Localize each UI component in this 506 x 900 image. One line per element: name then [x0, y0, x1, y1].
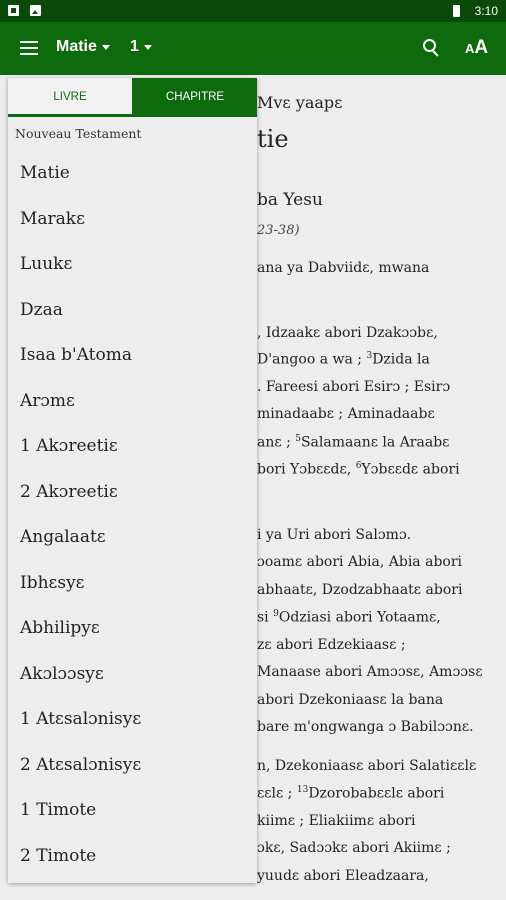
book-item[interactable]: 2 Akɔreetiɛ — [20, 481, 118, 502]
book-item[interactable]: Luukɛ — [20, 254, 73, 274]
image-notification-icon — [30, 5, 41, 16]
book-list — [8, 140, 257, 868]
notification-icon — [8, 5, 19, 16]
section-title: ba Yesu — [257, 190, 323, 210]
chevron-down-icon — [102, 45, 110, 50]
verse-line: abhaatɛ, Dzodzabhaatɛ abori — [257, 582, 463, 598]
book-item[interactable]: Matie — [20, 163, 70, 183]
chapter-selector-label: 1 — [130, 38, 139, 55]
book-item[interactable]: Marakɛ — [20, 208, 85, 229]
verse-line: kiimɛ ; Eliakiimɛ abori — [257, 813, 416, 829]
book-item[interactable]: Akɔlɔɔsyɛ — [20, 663, 104, 684]
book-item[interactable]: 1 Atɛsalɔnisyɛ — [20, 709, 142, 729]
search-icon[interactable] — [423, 39, 441, 57]
verse-line: anɛ ; $^5$Salamaanɛ la Araabɛ — [257, 434, 450, 451]
book-item[interactable]: 1 Akɔreetiɛ — [20, 436, 118, 456]
verse-line: abori Dzekoniaasɛ la bana — [257, 692, 444, 708]
app-bar — [0, 22, 506, 75]
verse-line: ɛɛlɛ ; $^{13}$Dzorobabɛɛlɛ abori — [257, 785, 445, 802]
chapter-selector[interactable] — [130, 38, 152, 56]
verse-line: D'angoo a wa ; $^3$Dzida la — [257, 351, 430, 368]
verse-line: . Fareesi abori Esirɔ ; Esirɔ — [257, 379, 451, 395]
battery-icon — [453, 5, 460, 17]
book-item[interactable]: Isaa b'Atoma — [20, 345, 132, 365]
book-item[interactable]: 2 Atɛsalɔnisyɛ — [20, 754, 142, 775]
book-item[interactable]: Abhilipyɛ — [20, 618, 100, 638]
verse-line: minadaabɛ ; Aminadaabɛ — [257, 406, 435, 422]
verse-line: ɔkɛ, Sadɔɔkɛ abori Akiimɛ ; — [257, 840, 451, 856]
book-selector-label: Matie — [56, 38, 97, 55]
book-drawer — [8, 78, 257, 883]
verse-line: bare m'ongwanga ɔ Babilɔɔnɛ. — [257, 719, 474, 735]
verse-line: , Idzaakɛ abori Dzakɔɔbɛ, — [257, 325, 438, 341]
book-selector[interactable] — [56, 38, 110, 56]
menu-icon[interactable] — [20, 41, 38, 55]
tab-livre[interactable]: LIVRE — [8, 78, 132, 117]
verse-line: zɛ abori Edzekiaasɛ ; — [257, 637, 406, 653]
book-item[interactable]: Angalaatɛ — [20, 527, 106, 547]
cross-reference: 23-38) — [257, 223, 300, 238]
verse-line: yuudɛ abori Eleadzaara, — [257, 868, 429, 884]
drawer-tabs — [8, 78, 257, 117]
status-time: 3:10 — [474, 4, 498, 18]
verse-line: i ya Uri abori Salɔmɔ. — [257, 527, 412, 543]
book-item[interactable]: Ibhɛsyɛ — [20, 572, 85, 593]
book-item[interactable]: Dzaa — [20, 299, 63, 320]
reader-header: Mvɛ yaapɛ — [257, 93, 343, 112]
status-bar — [0, 0, 506, 22]
book-item[interactable]: 1 Timote — [20, 800, 97, 820]
text-size-icon[interactable]: AA — [465, 37, 489, 58]
verse-line: bori Yɔbɛɛdɛ, $^6$Yɔbɛɛdɛ abori — [257, 461, 460, 478]
section-label: Nouveau Testament — [15, 126, 142, 141]
verse-line: ɔoamɛ abori Abia, Abia abori — [257, 554, 463, 570]
verse-line: si $^9$Odziasi abori Yotaamɛ, — [257, 609, 441, 626]
verse-line: ana ya Dabviidɛ, mwana — [257, 260, 430, 276]
chevron-down-icon — [144, 45, 152, 50]
book-item[interactable]: Arɔmɛ — [20, 390, 75, 411]
tab-indicator — [8, 114, 132, 117]
book-item[interactable]: 2 Timote — [20, 845, 97, 866]
verse-line: n, Dzekoniaasɛ abori Salatiɛɛlɛ — [257, 758, 477, 774]
tab-chapitre[interactable]: CHAPITRE — [165, 91, 225, 103]
book-title: tie — [257, 125, 289, 153]
verse-line: Manaase abori Amɔɔsɛ, Amɔɔsɛ — [257, 664, 483, 680]
